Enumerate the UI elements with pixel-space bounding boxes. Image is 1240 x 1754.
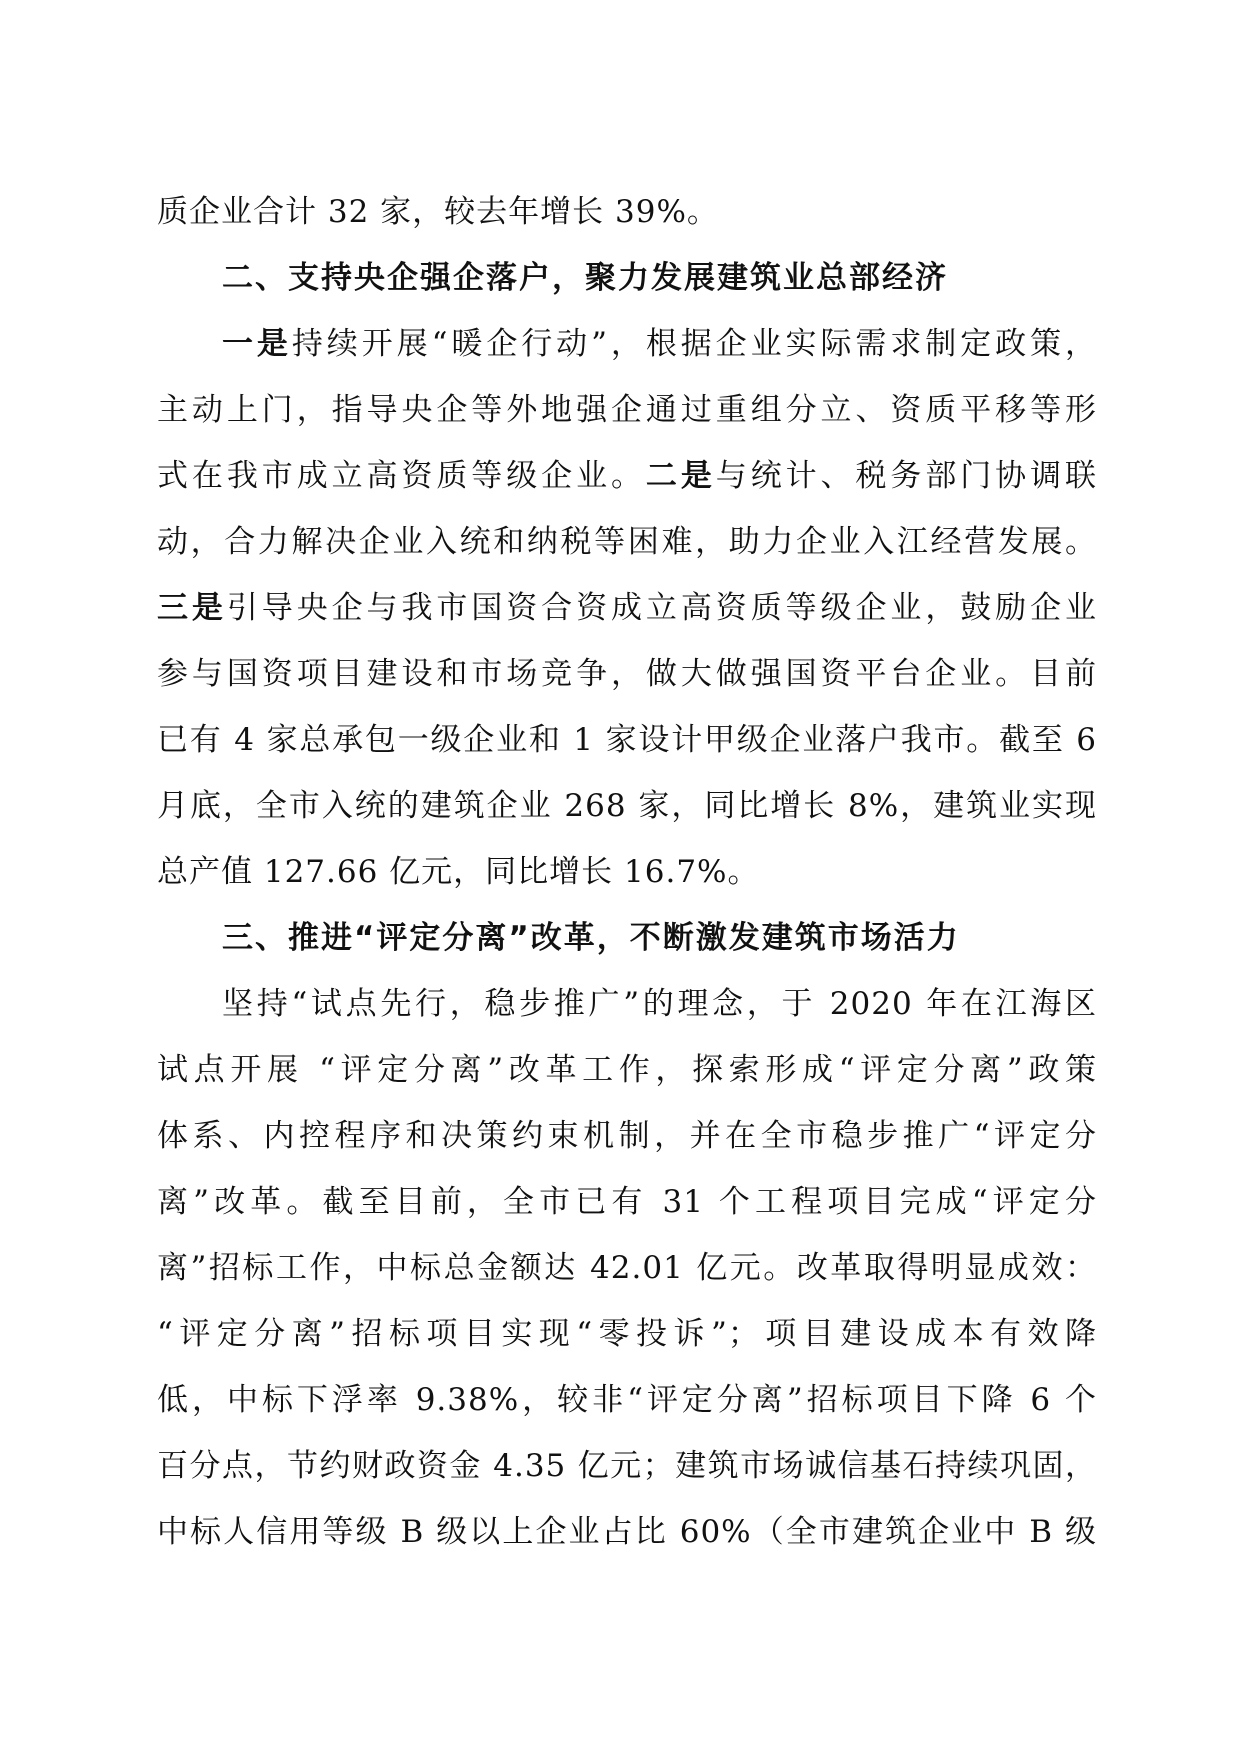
body-text-line: 离”改革。截至目前，全市已有 31 个工程项目完成“评定分	[157, 1184, 1097, 1220]
body-text-line	[157, 578, 1097, 638]
body-text-fragment: 持续开展“暖企行动”，根据企业实际需求制定政策，	[291, 326, 1098, 362]
body-text-line: 中标人信用等级 B 级以上企业占比 60%（全市建筑企业中 B 级	[157, 1514, 1097, 1550]
body-text-line: 动，合力解决企业入统和纳税等困难，助力企业入江经营发展。	[157, 524, 1097, 560]
body-text-line: 坚持“试点先行，稳步推广”的理念，于 2020 年在江海区	[222, 986, 1097, 1022]
section-heading-3: 三、推进“评定分离”改革，不断激发建筑市场活力	[222, 920, 960, 956]
body-text-fragment: 与统计、税务部门协调联	[715, 458, 1098, 494]
body-text-line: 主动上门，指导央企等外地强企通过重组分立、资质平移等形	[157, 392, 1097, 428]
body-text-line: 试点开展 “评定分离”改革工作，探索形成“评定分离”政策	[157, 1052, 1097, 1088]
body-text-line: 百分点，节约财政资金 4.35 亿元；建筑市场诚信基石持续巩固，	[157, 1448, 1097, 1484]
body-text-fragment: 式在我市成立高资质等级企业。	[157, 458, 646, 494]
body-text-line: 体系、内控程序和决策约束机制，并在全市稳步推广“评定分	[157, 1118, 1097, 1154]
body-text-line	[222, 314, 1097, 374]
body-text-fragment: 引导央企与我市国资合资成立高资质等级企业，鼓励企业	[226, 590, 1098, 626]
section-heading-2: 二、支持央企强企落户，聚力发展建筑业总部经济	[222, 260, 948, 296]
keyword-first: 一是	[222, 326, 292, 362]
body-text-line: 已有 4 家总承包一级企业和 1 家设计甲级企业落户我市。截至 6	[157, 722, 1097, 758]
body-text-line: 月底，全市入统的建筑企业 268 家，同比增长 8%，建筑业实现	[157, 788, 1097, 824]
keyword-second: 二是	[645, 458, 716, 494]
body-text-line: “评定分离”招标项目实现“零投诉”；项目建设成本有效降	[157, 1316, 1097, 1352]
body-text-line: 总产值 127.66 亿元，同比增长 16.7%。	[157, 854, 760, 890]
body-text-line: 离”招标工作，中标总金额达 42.01 亿元。改革取得明显成效：	[157, 1250, 1097, 1286]
body-text-line: 质企业合计 32 家，较去年增长 39%。	[157, 194, 719, 230]
keyword-third: 三是	[157, 590, 227, 626]
body-text-line: 参与国资项目建设和市场竞争，做大做强国资平台企业。目前	[157, 656, 1097, 692]
body-text-line	[157, 446, 1097, 506]
body-text-line: 低，中标下浮率 9.38%，较非“评定分离”招标项目下降 6 个	[157, 1382, 1097, 1418]
